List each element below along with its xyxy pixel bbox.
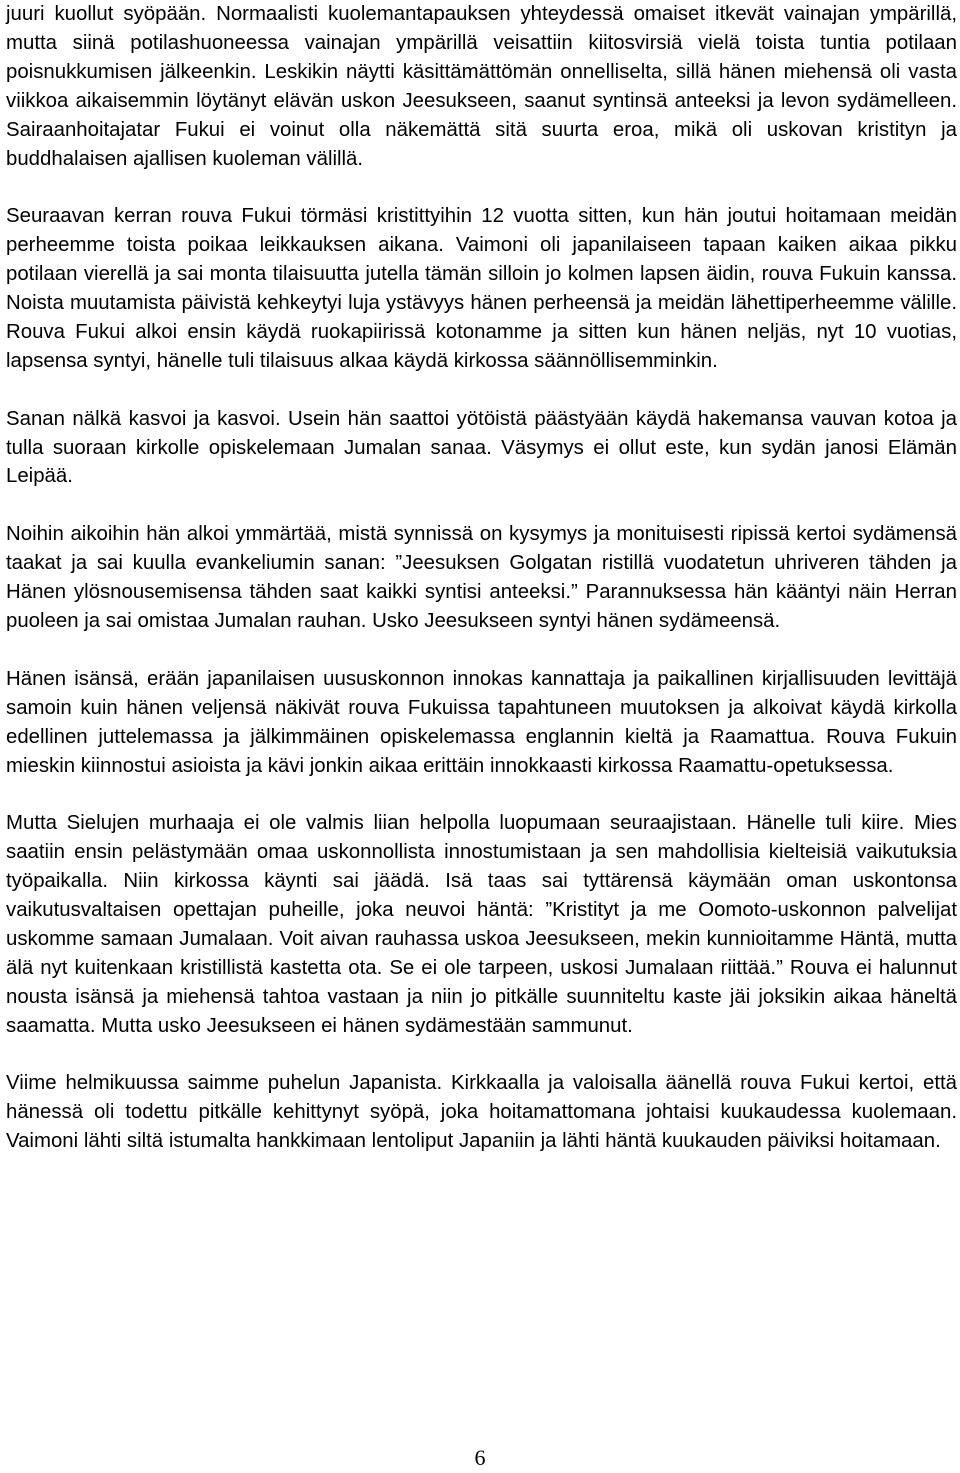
paragraph-5: Hänen isänsä, erään japanilaisen uususkonnon innokas kannattaja ja paikallinen kirjallisuuden levittäjä samoin kuin hänen veljensä näkivät rouva Fukuissa tapahtuneen muutoksen ja alkoivat käydä kirkolla edellinen juttelemassa ja jälkimmäinen opiskelemassa englannin kieltä ja Raamattua. Rouva Fukuin mieskin kiinnostui asioista ja kävi jonkin aikaa erittäin innokkaasti kirkossa Raamattu-opetuksessa. [6,667,957,777]
paragraph-2: Seuraavan kerran rouva Fukui törmäsi kristittyihin 12 vuotta sitten, kun hän joutui hoitamaan meidän perheemme toista poikaa leikkauksen aikana. Vaimoni oli japanilaiseen tapaan kaiken aikaa pikku potilaan vierellä ja sai monta tilaisuutta jutella tämän silloin jo kolmen lapsen äidin, rouva Fukuin kanssa. Noista muutamista päivistä kehkeytyi luja ystävyys hänen perheensä ja meidän lähettiperheemme välille. Rouva Fukui alkoi ensin käydä ruokapiirissä kotonamme ja sitten kun hänen neljäs, nyt 10 vuotias, lapsensa syntyi, hänelle tuli tilaisuus alkaa käydä kirkossa säännöllisemminkin. [6,205,957,372]
paragraph-3: Sanan nälkä kasvoi ja kasvoi. Usein hän saattoi yötöistä päästyään käydä hakemansa vauvan kotoa ja tulla suoraan kirkolle opiskelemaan Jumalan sanaa. Väsymys ei ollut este, kun sydän janosi Elämän Leipää. [6,407,957,488]
paragraph-1: juuri kuollut syöpään. Normaalisti kuolemantapauksen yhteydessä omaiset itkevät vainajan ympärillä, mutta siinä potilashuoneessa vainajan ympärillä veisattiin kiitosvirsiä vielä toista tuntia potilaan poisnukkumisen jälkeenkin. Leskikin näytti käsittämättömän onnelliselta, sillä hänen miehensä oli vasta viikkoa aikaisemmin löytänyt elävän uskon Jeesukseen, saanut syntinsä anteeksi ja levon sydämelleen. Sairaanhoitajatar Fukui ei voinut olla näkemättä sitä suurta eroa, mikä oli uskovan kristityn ja buddhalaisen ajallisen kuoleman välillä. [6,3,957,170]
document-body [6,0,957,1185]
paragraph-6: Mutta Sielujen murhaaja ei ole valmis liian helpolla luopumaan seuraajistaan. Hänelle tuli kiire. Mies saatiin ensin pelästymään omaa uskonnollista innostumistaan ja sen mahdollisia kielteisiä vaikutuksia työpaikalla. Niin kirkossa käynti sai jäädä. Isä taas sai tyttärensä käymään oman uskontonsa vaikutusvaltaisen opettajan puheille, joka neuvoi häntä: ”Kristityt ja me Oomoto-uskonnon palvelijat uskomme samaan Jumalaan. Voit aivan rauhassa uskoa Jeesukseen, mekin kunnioitamme Häntä, mutta älä nyt kuitenkaan kristillistä kastetta ota. Se ei ole tarpeen, uskosi Jumalaan riittää.” Rouva ei halunnut nousta isänsä ja miehensä tahtoa vastaan ja niin jo pitkälle suunniteltu kaste jäi joksikin aikaa häneltä saamatta. Mutta usko Jeesukseen ei hänen sydämestään sammunut. [6,812,957,1037]
paragraph-7: Viime helmikuussa saimme puhelun Japanista. Kirkkaalla ja valoisalla äänellä rouva Fukui kertoi, että hänessä oli todettu pitkälle kehittynyt syöpä, joka hoitamattomana johtaisi kuukaudessa kuolemaan. Vaimoni lähti siltä istumalta hankkimaan lentoliput Japaniin ja lähti häntä kuukauden päiviksi hoitamaan. [6,1072,957,1153]
page-number: 6 [474,1445,486,1470]
paragraph-4: Noihin aikoihin hän alkoi ymmärtää, mistä synnissä on kysymys ja monituisesti ripissä kertoi sydämensä taakat ja sai kuulla evankeliumin sanan: ”Jeesuksen Golgatan ristillä vuodatetun uhriveren tähden ja Hänen ylösnousemisensa tähden saat kaikki syntisi anteeksi.” Parannuksessa hän kääntyi näin Herran puoleen ja sai omistaa Jumalan rauhan. Usko Jeesukseen syntyi hänen sydämeensä. [6,523,957,632]
